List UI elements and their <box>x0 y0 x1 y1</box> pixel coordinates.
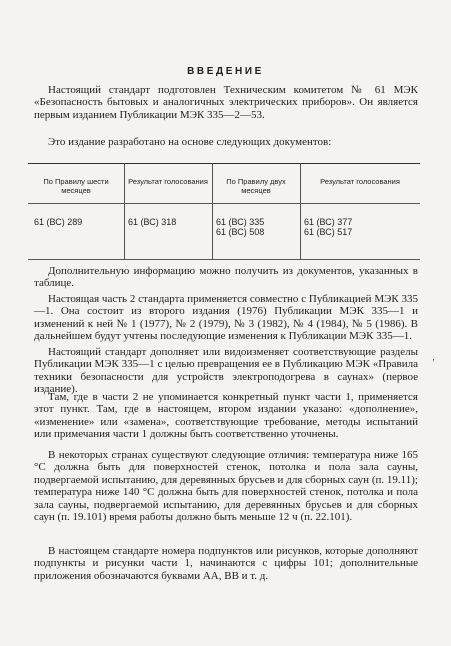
table-bottom-rule <box>28 259 420 260</box>
scope-paragraph: Настоящая часть 2 стандарта применяется совместно с Публикацией МЭК 335—1. Она состоит из второго издания (1976) Публикации МЭК 335—1 и изменений к ней № 1 (1977), № 2 (1979), № 3 (1982), № 4 (1984), № 5 (1986). В дальнейшем будут учтены последующие изменения к Публикации МЭК 335—1. <box>34 293 418 343</box>
source-documents-paragraph: Это издание разработано на основе следующих документов: <box>48 136 332 148</box>
numbering-paragraph: В настоящем стандарте номера подпунктов или рисунков, которые дополняют подпункты и рисунки части 1, начинаются с цифры 101; дополнительные приложения обозначаются буквами AA, BB и т. д. <box>34 545 418 582</box>
table-cell: 61 (ВС) 289 <box>34 217 83 227</box>
margin-mark: ‚ <box>432 352 435 362</box>
table-header-vote-result: Результат голосования <box>128 177 208 186</box>
table-header-vote-result: Результат голосования <box>320 177 400 186</box>
supplement-paragraph: Настоящий стандарт дополняет или видоизменяет соответствующие разделы Публикации МЭК 335—1 с целью превращения ее в Публикацию МЭК «Правила техники безопасности для устройств электроподогрева в саунах» (первое издание). <box>34 346 418 396</box>
national-differences-paragraph: В некоторых странах существуют следующие отличия: температура ниже 165 °C должна быть для поверхностей стенок, потолка и пола зала сауны, подвергаемой испытанию, для деревянных брусьев и для сборных саун (п. 19.11); температура ниже 140 °C должна быть для поверхностей стенок, потолка и пола зала сауны, подвергаемой испытанию, для деревянных брусьев и для сборных саун (п. 19.101) время работы должно быть меньше 12 ч (п. 22.101). <box>34 449 418 524</box>
table-cell: 61 (ВС) 508 <box>216 227 265 237</box>
section-heading: ВВЕДЕНИЕ <box>187 66 264 77</box>
table-cell: 61 (ВС) 517 <box>304 227 353 237</box>
table-header-rule <box>28 203 420 204</box>
table-cell: 61 (ВС) 318 <box>128 217 177 227</box>
table-header-two-months: По Правилу двух месяцев <box>226 177 286 195</box>
application-paragraph: Там, где в части 2 не упоминается конкретный пункт части 1, применяется этот пункт. Там, где в настоящем, втором издании указано: «дополнение», «изменение» или «замена», соответствующие требование, методы испытаний или примечания части 1 должны быть соответственно уточнены. <box>34 391 418 441</box>
table-cell: 61 (ВС) 335 <box>216 217 265 227</box>
table-cell: 61 (ВС) 377 <box>304 217 353 227</box>
additional-info-paragraph: Дополнительную информацию можно получить из документов, указанных в таблице. <box>34 265 418 290</box>
table-top-rule <box>28 163 420 164</box>
intro-paragraph: Настоящий стандарт подготовлен Техническим комитетом № 61 МЭК «Безопасность бытовых и аналогичных электрических приборов». Он является первым изданием Публикации МЭК 335—2—53. <box>34 84 418 121</box>
table-header-six-months: По Правилу шести месяцев <box>43 177 109 195</box>
